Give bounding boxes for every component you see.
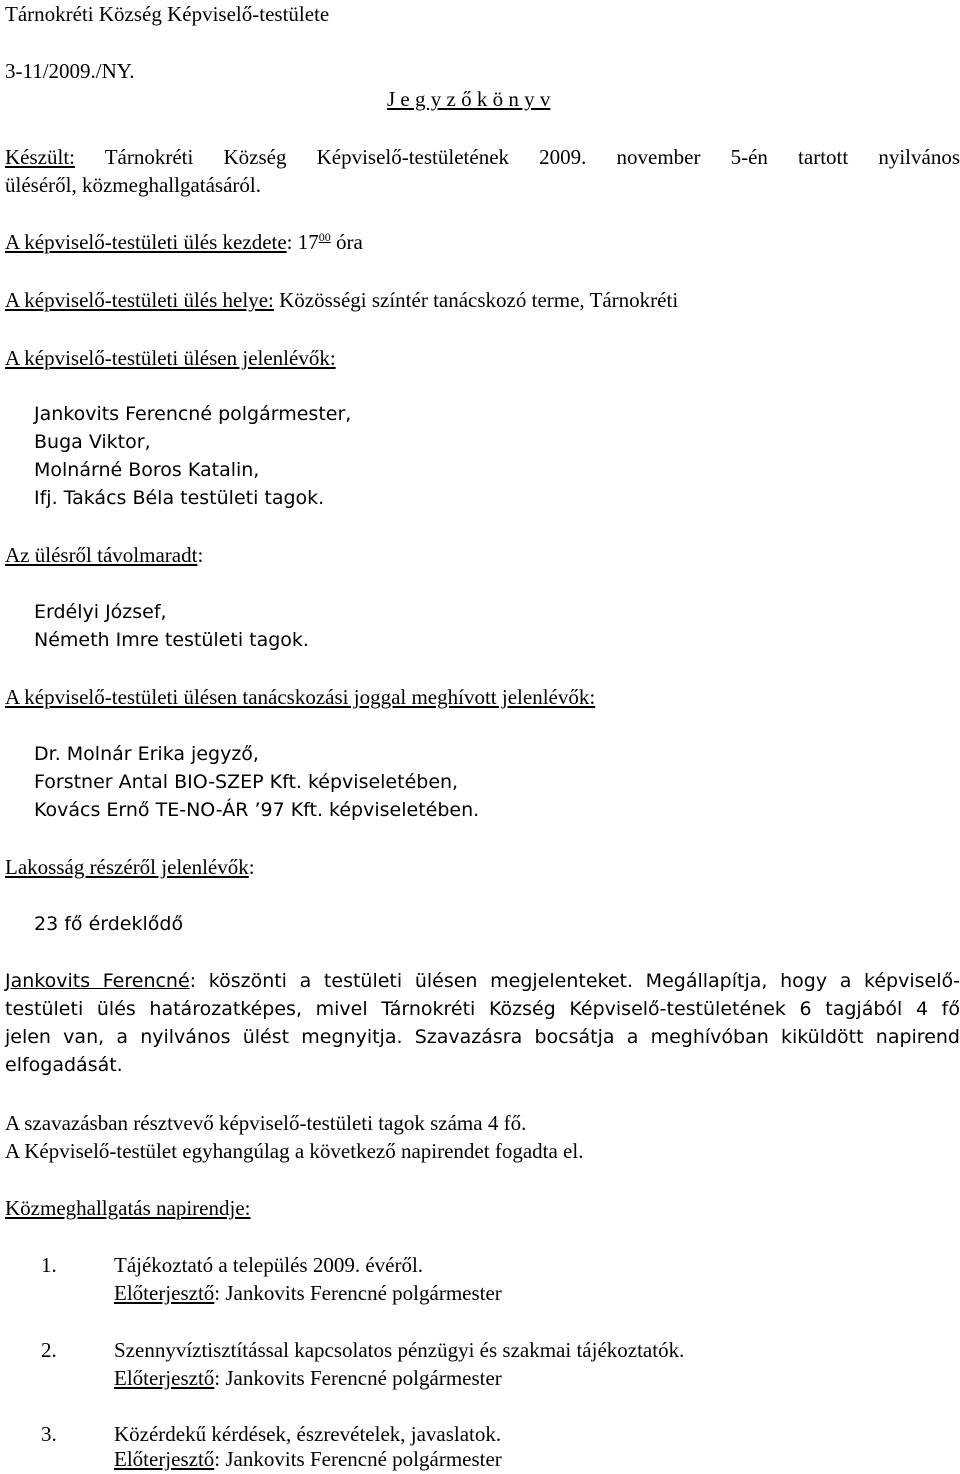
present-member: Molnárné Boros Katalin, [34,459,260,481]
invited-member: Forstner Antal BIO-SZEP Kft. képviseletében, [34,771,459,793]
invited-member: Kovács Ernő TE-NO-ÁR ’97 Kft. képviseletében. [34,799,480,821]
intro-text-1: Tárnokréti Község Képviselő-testületének 2009. november 5-én tartott nyilvános [74,145,960,169]
present-label: A képviselő-testületi ülésen jelenlévők: [5,346,336,370]
public-colon: : [248,855,255,879]
organization-name: Tárnokréti Község Képviselő-testülete [5,2,330,26]
start-hour: 17 [297,230,319,254]
start-minutes: 00 [318,230,331,244]
agenda-item-title: Szennyvíztisztítással kapcsolatos pénzügyi és szakmai tájékoztatók. [114,1338,685,1362]
vote-line-1: A szavazásban résztvevő képviselő-testületi tagok száma 4 fő. [5,1111,527,1135]
opening-line-1 [5,967,960,996]
invited-label: A képviselő-testületi ülésen tanácskozási joggal meghívott jelenlévők: [5,685,596,709]
present-member: Jankovits Ferencné polgármester, [34,403,352,425]
absent-member: Németh Imre testületi tagok. [34,629,309,651]
absent-member: Erdélyi József, [34,601,167,623]
intro-label: Készült: [5,145,75,169]
absent-label: Az ülésről távolmaradt [5,543,198,567]
opening-line-2: testületi ülés határozatképes, mivel Tárnokréti Község Képviselő-testületének 6 tagjából 4 fő [5,998,960,1020]
present-member: Ifj. Takács Béla testületi tagok. [34,487,325,509]
public-label: Lakosság részéről jelenlévők [5,855,249,879]
opening-speaker: Jankovits Ferencné [5,970,190,992]
absent-colon: : [197,543,204,567]
agenda-item-number: 1. [41,1253,57,1277]
start-label: A képviselő-testületi ülés kezdete [5,230,287,254]
agenda-item-number: 3. [41,1422,57,1446]
meeting-place [5,286,678,315]
agenda-item-title: Tájékoztató a település 2009. évéről. [114,1253,424,1277]
invited-member: Dr. Molnár Erika jegyző, [34,743,259,765]
meeting-start [5,228,363,257]
opening-line-4: elfogadását. [5,1054,123,1076]
agenda-item-presenter [114,1445,502,1474]
presenter-label: Előterjesztő [114,1281,215,1305]
intro-line-1 [5,143,960,172]
opening-text-1: : köszönti a testületi ülésen megjelenteket. Megállapítja, hogy a képviselő- [189,970,960,992]
place-value: Közösségi színtér tanácskozó terme, Tárnokréti [273,288,679,312]
presenter-name: : Jankovits Ferencné polgármester [214,1447,502,1471]
public-count: 23 fő érdeklődő [34,913,184,935]
present-member: Buga Viktor, [34,431,151,453]
start-unit: óra [330,230,363,254]
document-title: J e g y z ő k ö n y v [387,87,551,111]
start-colon: : [286,230,298,254]
presenter-name: : Jankovits Ferencné polgármester [214,1281,502,1305]
vote-line-2: A Képviselő-testület egyhangúlag a következő napirendet fogadta el. [5,1139,584,1163]
agenda-item-presenter [114,1364,502,1393]
presenter-label: Előterjesztő [114,1366,215,1390]
agenda-item-title: Közérdekű kérdések, észrevételek, javaslatok. [114,1422,502,1446]
agenda-item-presenter [114,1279,502,1308]
opening-line-3: jelen van, a nyilvános ülést megnyitja. Szavazásra bocsátja a meghívóban kiküldött napirend [5,1026,960,1048]
intro-line-2: üléséről, közmeghallgatásáról. [5,173,261,197]
public-heading [5,853,255,882]
absent-heading [5,541,203,570]
agenda-label: Közmeghallgatás napirendje: [5,1196,251,1220]
place-label: A képviselő-testületi ülés helye: [5,288,274,312]
agenda-item-number: 2. [41,1338,57,1362]
presenter-label: Előterjesztő [114,1447,215,1471]
presenter-name: : Jankovits Ferencné polgármester [214,1366,502,1390]
reference-number: 3-11/2009./NY. [5,59,135,83]
